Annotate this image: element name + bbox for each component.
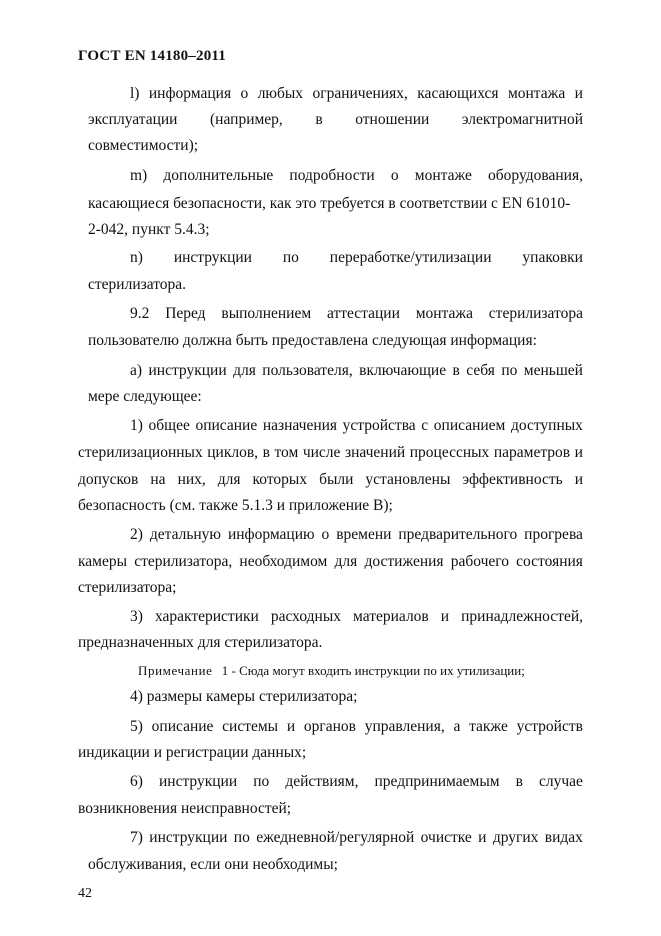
word: себя (466, 362, 495, 379)
word: устройств (516, 718, 583, 735)
word: процессных (409, 444, 490, 461)
word: упаковки (522, 249, 583, 266)
word: также (469, 718, 508, 735)
note-text: 1 - Сюда могут входить инструкции по их утилизации; (221, 663, 525, 678)
word: и (478, 829, 487, 846)
word: l) (130, 85, 140, 102)
word: выполнением (221, 305, 312, 322)
text-line (130, 718, 583, 736)
word: характеристики (154, 608, 259, 625)
word: устройства (342, 417, 416, 434)
word: были (319, 471, 354, 488)
word: инструкции (149, 829, 228, 846)
word: описанием (433, 417, 506, 434)
text-line (78, 471, 583, 489)
text-line (78, 444, 583, 462)
word: значений (344, 444, 406, 461)
word: принадлежностей, (461, 608, 583, 625)
word: m) (130, 167, 148, 184)
text-line (130, 249, 583, 267)
word: пользователя, (262, 362, 353, 379)
word: допусков (78, 471, 139, 488)
word: по (253, 773, 270, 790)
text-line (130, 362, 583, 380)
text-line (130, 608, 583, 626)
word: инструкции (148, 362, 227, 379)
word: назначения (262, 417, 338, 434)
text-line: стерилизатора; (78, 579, 177, 596)
word: для (334, 553, 358, 570)
word: случае (539, 773, 583, 790)
word: них, (177, 471, 206, 488)
word: монтажа (507, 85, 566, 102)
word: действиям, (285, 773, 359, 790)
text-line: 4) размеры камеры стерилизатора; (130, 688, 358, 705)
word: очистке (420, 829, 472, 846)
word: и (574, 444, 583, 461)
word: состояния (516, 553, 583, 570)
word: меньшей (523, 362, 583, 379)
word: о (321, 526, 330, 543)
word: о (390, 167, 399, 184)
text-line: безопасность (см. также 5.1.3 и приложение В); (78, 497, 393, 514)
document-header: ГОСТ EN 14180–2011 (78, 48, 226, 64)
word: подробности (289, 167, 375, 184)
word: стерилизатора, (134, 553, 233, 570)
word: 1) (130, 417, 143, 434)
word: материалов (353, 608, 429, 625)
word: системы (222, 718, 279, 735)
word: числе (302, 444, 341, 461)
word: 9.2 (130, 305, 150, 322)
word: электромагнитной (461, 111, 583, 128)
word: в (262, 444, 270, 461)
text-line: касающиеся безопасности, как это требуется в соответствии с EN 61010- (88, 195, 571, 212)
word: по (282, 249, 299, 266)
word: включающие (359, 362, 447, 379)
word: инструкции (173, 249, 252, 266)
page-number: 42 (78, 886, 92, 901)
word: достижения (364, 553, 444, 570)
word: по (233, 829, 250, 846)
text-line: совместимости); (88, 137, 199, 154)
word: инструкции (158, 773, 238, 790)
text-line (78, 553, 583, 571)
word: ограничениях, (312, 85, 408, 102)
word: в (315, 111, 323, 128)
word: любых (257, 85, 304, 102)
text-line (130, 773, 583, 791)
word: a) (130, 362, 143, 379)
word: и (286, 718, 296, 735)
word: общее (148, 417, 190, 434)
word: управления, (364, 718, 445, 735)
word: монтажа (415, 305, 473, 322)
word: а (453, 718, 461, 735)
word: камеры (78, 553, 128, 570)
word: стерилизационных (78, 444, 203, 461)
note-label: Примечание (138, 663, 213, 678)
word: предварительного (398, 526, 518, 543)
text-line (130, 305, 583, 323)
word: предпринимаемым (374, 773, 500, 790)
word: 3) (130, 608, 143, 625)
word: в (515, 773, 523, 790)
text-line (130, 829, 583, 847)
word: отношении (355, 111, 430, 128)
word: с (421, 417, 429, 434)
word: дополнительные (163, 167, 274, 184)
word: 7) (130, 829, 143, 846)
word: монтаже (414, 167, 472, 184)
word: детальную (149, 526, 222, 543)
word: и (440, 608, 450, 625)
word: установлены (365, 471, 451, 488)
word: информацию (227, 526, 315, 543)
text-line (130, 417, 583, 435)
word: аттестации (326, 305, 400, 322)
text-line (130, 167, 583, 185)
word: стерилизатора (488, 305, 583, 322)
text-line: возникновения неисправностей; (78, 800, 292, 817)
word: 5) (130, 718, 143, 735)
word: информация (148, 85, 232, 102)
text-line: пользователю должна быть предоставлена следующая информация: (88, 332, 537, 349)
word: 6) (130, 773, 143, 790)
word: Перед (165, 305, 206, 322)
word: и (574, 85, 583, 102)
word: других (492, 829, 539, 846)
text-line: обслуживания, если они необходимы; (88, 856, 338, 873)
text-line: стерилизатора. (88, 276, 187, 293)
word: том (274, 444, 299, 461)
word: доступных (510, 417, 583, 434)
word: касающихся (417, 85, 499, 102)
text-line (130, 85, 583, 103)
word: прогрева (524, 526, 583, 543)
word: необходимом (239, 553, 328, 570)
word: для (233, 362, 256, 379)
word: эффективность (462, 471, 563, 488)
word: для (217, 471, 241, 488)
word: эксплуатации (88, 111, 178, 128)
word: на (150, 471, 166, 488)
word: расходных (270, 608, 341, 625)
word: ежедневной/регулярной (256, 829, 415, 846)
word: оборудования, (488, 167, 583, 184)
word: n) (130, 249, 143, 266)
word: в (452, 362, 460, 379)
note (138, 663, 525, 679)
word: органов (303, 718, 356, 735)
word: параметров (493, 444, 571, 461)
text-line: предназначенных для стерилизатора. (78, 634, 323, 651)
text-line (88, 111, 583, 129)
text-line: 2-042, пункт 5.4.3; (88, 221, 210, 238)
text-line: индикации и регистрации данных; (78, 744, 307, 761)
word: по (501, 362, 518, 379)
word: 2) (130, 526, 143, 543)
word: циклов, (207, 444, 259, 461)
word: времени (336, 526, 392, 543)
text-line (130, 526, 583, 544)
word: (например, (210, 111, 283, 128)
word: и (574, 471, 583, 488)
word: видах (544, 829, 583, 846)
word: рабочего (450, 553, 509, 570)
word: о (240, 85, 249, 102)
word: описание (151, 718, 214, 735)
text-line: мере следующее: (88, 388, 202, 405)
word: переработке/утилизации (329, 249, 492, 266)
word: которых (252, 471, 308, 488)
word: описание (195, 417, 258, 434)
